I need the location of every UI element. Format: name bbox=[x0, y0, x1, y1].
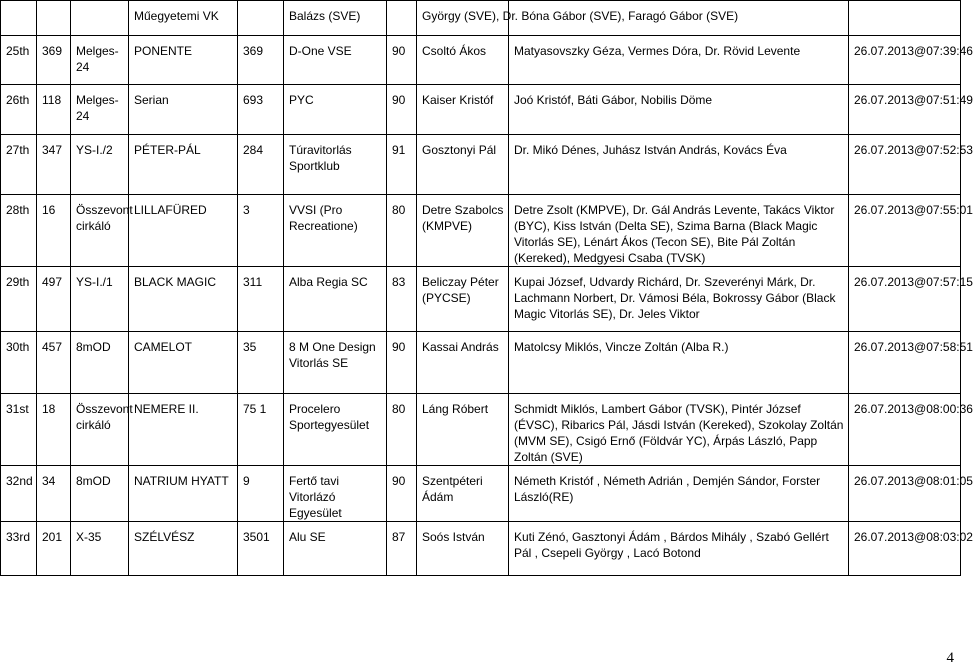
table-row-continued bbox=[1, 1, 961, 36]
cell-boat: Műegyetemi VK bbox=[129, 1, 238, 36]
cell-crew: Detre Zsolt (KMPVE), Dr. Gál András Levente, Takács Viktor (BYC), Kiss István (Delta SE), Szima Barna (Black Magic Vitorlás SE), Lénárt Ákos (Tecon SE), Bite Pál Zoltán (Kereked), Medgyesi Csaba (TVSK) bbox=[509, 195, 849, 267]
cell-num bbox=[238, 1, 284, 36]
table-row bbox=[1, 36, 961, 85]
cell-crew: Matolcsy Miklós, Vincze Zoltán (Alba R.) bbox=[509, 332, 849, 394]
cell-time: 26.07.2013@08:00:36 bbox=[849, 394, 961, 466]
cell-class: Összevont cirkáló bbox=[71, 394, 129, 466]
cell-place bbox=[1, 1, 37, 36]
cell-club: Fertő tavi Vitorlázó Egyesület bbox=[284, 466, 387, 522]
cell-time: 26.07.2013@08:03:02 bbox=[849, 522, 961, 576]
cell-num: 693 bbox=[238, 85, 284, 135]
cell-club: Alu SE bbox=[284, 522, 387, 576]
cell-class: X-35 bbox=[71, 522, 129, 576]
cell-ch: 87 bbox=[387, 522, 417, 576]
cell-helmsman: Soós István bbox=[417, 522, 509, 576]
cell-sail: 457 bbox=[37, 332, 71, 394]
cell-helmsman: Balázs (SVE) bbox=[284, 1, 387, 36]
cell-boat: PÉTER-PÁL bbox=[129, 135, 238, 195]
table-row bbox=[1, 267, 961, 332]
cell-crew: Dr. Mikó Dénes, Juhász István András, Kovács Éva bbox=[509, 135, 849, 195]
cell-place: 25th bbox=[1, 36, 37, 85]
cell-time: 26.07.2013@07:58:51 bbox=[849, 332, 961, 394]
cell-crew: Schmidt Miklós, Lambert Gábor (TVSK), Pintér József (ÉVSC), Ribarics Pál, Jásdi István (Kereked), Szokolay Zoltán (MVM SE), Csigó Ernő (Földvár YC), Árpás László, Papp Zoltán (SVE) bbox=[509, 394, 849, 466]
cell-class: Melges-24 bbox=[71, 85, 129, 135]
cell-time: 26.07.2013@07:52:53 bbox=[849, 135, 961, 195]
cell-num: 3501 bbox=[238, 522, 284, 576]
cell-time: 26.07.2013@07:57:15 bbox=[849, 267, 961, 332]
cell-place: 26th bbox=[1, 85, 37, 135]
cell-boat: NEMERE II. bbox=[129, 394, 238, 466]
cell-class: YS-I./1 bbox=[71, 267, 129, 332]
cell-sail: 118 bbox=[37, 85, 71, 135]
cell-boat: LILLAFÜRED bbox=[129, 195, 238, 267]
cell-class: Összevont cirkáló bbox=[71, 195, 129, 267]
cell-ch bbox=[387, 1, 417, 36]
cell-ch: 83 bbox=[387, 267, 417, 332]
cell-helmsman: Kaiser Kristóf bbox=[417, 85, 509, 135]
cell-ch: 91 bbox=[387, 135, 417, 195]
cell-helmsman: Szentpéteri Ádám bbox=[417, 466, 509, 522]
cell-class: YS-I./2 bbox=[71, 135, 129, 195]
cell-crew: Joó Kristóf, Báti Gábor, Nobilis Döme bbox=[509, 85, 849, 135]
cell-class: Melges-24 bbox=[71, 36, 129, 85]
cell-class: 8mOD bbox=[71, 466, 129, 522]
cell-club: Alba Regia SC bbox=[284, 267, 387, 332]
cell-sail: 34 bbox=[37, 466, 71, 522]
table-row bbox=[1, 195, 961, 267]
cell-club: 8 M One Design Vitorlás SE bbox=[284, 332, 387, 394]
cell-club: PYC bbox=[284, 85, 387, 135]
cell-num: 9 bbox=[238, 466, 284, 522]
cell-boat: CAMELOT bbox=[129, 332, 238, 394]
table-row bbox=[1, 135, 961, 195]
table-row bbox=[1, 85, 961, 135]
table-row bbox=[1, 332, 961, 394]
cell-club: Procelero Sportegyesület bbox=[284, 394, 387, 466]
table-row bbox=[1, 466, 961, 522]
page-number: 4 bbox=[946, 650, 954, 666]
cell-club: Túravitorlás Sportklub bbox=[284, 135, 387, 195]
cell-helmsman: Kassai András bbox=[417, 332, 509, 394]
cell-class: 8mOD bbox=[71, 332, 129, 394]
cell-place: 28th bbox=[1, 195, 37, 267]
cell-place: 29th bbox=[1, 267, 37, 332]
cell-num: 75 1 bbox=[238, 394, 284, 466]
cell-ch: 90 bbox=[387, 36, 417, 85]
cell-place: 27th bbox=[1, 135, 37, 195]
cell-crew: Matyasovszky Géza, Vermes Dóra, Dr. Rövid Levente bbox=[509, 36, 849, 85]
cell-ch: 80 bbox=[387, 195, 417, 267]
cell-sail: 16 bbox=[37, 195, 71, 267]
cell-crew-start: György (SVE), Dr. Bóna Gábor (SVE), Faragó Gábor (SVE) bbox=[417, 1, 509, 36]
cell-place: 30th bbox=[1, 332, 37, 394]
cell-boat: BLACK MAGIC bbox=[129, 267, 238, 332]
cell-helmsman: Detre Szabolcs (KMPVE) bbox=[417, 195, 509, 267]
cell-club: VVSI (Pro Recreatione) bbox=[284, 195, 387, 267]
cell-boat: SZÉLVÉSZ bbox=[129, 522, 238, 576]
cell-sail: 497 bbox=[37, 267, 71, 332]
cell-class bbox=[71, 1, 129, 36]
cell-num: 3 bbox=[238, 195, 284, 267]
table-row bbox=[1, 394, 961, 466]
cell-boat: Serian bbox=[129, 85, 238, 135]
cell-sail: 347 bbox=[37, 135, 71, 195]
cell-crew: Kuti Zénó, Gasztonyi Ádám , Bárdos Mihály , Szabó Gellért Pál , Csepeli György , Lacó Botond bbox=[509, 522, 849, 576]
cell-place: 33rd bbox=[1, 522, 37, 576]
cell-num: 284 bbox=[238, 135, 284, 195]
table-row bbox=[1, 522, 961, 576]
cell-time bbox=[849, 1, 961, 36]
cell-time: 26.07.2013@07:39:46 bbox=[849, 36, 961, 85]
cell-crew: Németh Kristóf , Németh Adrián , Demjén Sándor, Forster László(RE) bbox=[509, 466, 849, 522]
cell-time: 26.07.2013@08:01:05 bbox=[849, 466, 961, 522]
cell-time: 26.07.2013@07:55:01 bbox=[849, 195, 961, 267]
cell-place: 31st bbox=[1, 394, 37, 466]
cell-ch: 90 bbox=[387, 332, 417, 394]
cell-num: 369 bbox=[238, 36, 284, 85]
cell-helmsman: Beliczay Péter (PYCSE) bbox=[417, 267, 509, 332]
cell-time: 26.07.2013@07:51:49 bbox=[849, 85, 961, 135]
cell-sail: 18 bbox=[37, 394, 71, 466]
cell-boat: NATRIUM HYATT bbox=[129, 466, 238, 522]
cell-ch: 90 bbox=[387, 85, 417, 135]
cell-place: 32nd bbox=[1, 466, 37, 522]
cell-helmsman: Láng Róbert bbox=[417, 394, 509, 466]
cell-club: D-One VSE bbox=[284, 36, 387, 85]
cell-boat: PONENTE bbox=[129, 36, 238, 85]
cell-sail bbox=[37, 1, 71, 36]
cell-ch: 80 bbox=[387, 394, 417, 466]
cell-sail: 201 bbox=[37, 522, 71, 576]
cell-helmsman: Gosztonyi Pál bbox=[417, 135, 509, 195]
cell-ch: 90 bbox=[387, 466, 417, 522]
cell-crew: Kupai József, Udvardy Richárd, Dr. Szeverényi Márk, Dr. Lachmann Norbert, Dr. Vámosi Béla, Bokrossy Gábor (Black Magic Vitorlás SE), Dr. Jeles Viktor bbox=[509, 267, 849, 332]
cell-num: 35 bbox=[238, 332, 284, 394]
cell-helmsman: Csoltó Ákos bbox=[417, 36, 509, 85]
cell-num: 311 bbox=[238, 267, 284, 332]
cell-sail: 369 bbox=[37, 36, 71, 85]
